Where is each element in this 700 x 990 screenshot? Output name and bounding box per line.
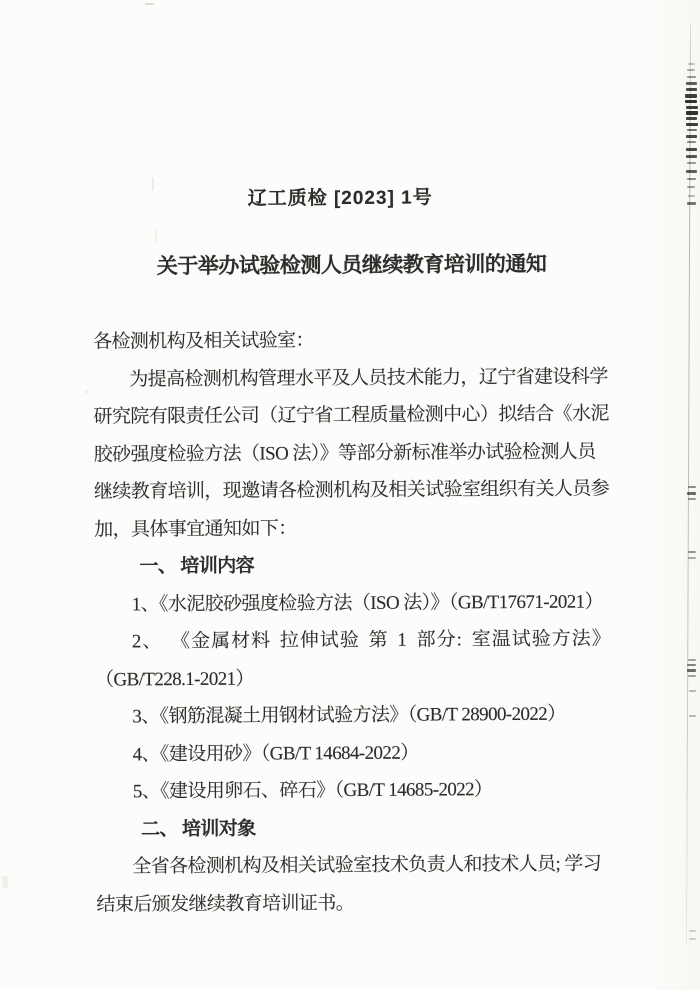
body-line: 研究院有限责任公司（辽宁省工程质量检测中心）拟结合《水泥 (93, 403, 609, 428)
scan-mark (687, 178, 696, 180)
section2-heading: 二、 培训对象 (140, 818, 256, 840)
list-item: 4、《建设用砂》（GB/T 14684-2022） (132, 742, 419, 765)
list-item-continuation: （GB/T228.1-2021） (95, 668, 254, 691)
list-item: 1、《水泥胶砂强度检验方法（ISO 法）》（GB/T17671-2021） (131, 590, 604, 615)
body-line: 加，具体事宜通知如下： (94, 517, 297, 541)
scan-mark (686, 88, 697, 91)
scan-mark (687, 76, 696, 78)
scan-mark (686, 123, 698, 126)
scan-mark (687, 202, 696, 205)
scan-smudge (145, 3, 154, 5)
scan-mark (686, 148, 697, 151)
scan-mark (687, 69, 695, 71)
scan-mark (687, 129, 697, 131)
body-line: 结束后颁发继续教育培训证书。 (96, 892, 355, 916)
salutation: 各检测机构及相关试验室： (92, 330, 314, 353)
scan-mark (686, 82, 697, 85)
scan-mark (688, 498, 696, 500)
body-line: 为提高检测机构管理水平及人员技术能力，辽宁省建设科学 (129, 365, 608, 390)
scan-mark (688, 486, 696, 488)
scan-mark (688, 659, 696, 661)
list-item: 5、《建设用卵石、碎石》（GB/T 14685-2022） (132, 779, 493, 803)
scan-mark (685, 100, 697, 103)
scan-mark (688, 195, 695, 197)
scan-mark (686, 106, 698, 109)
scan-mark (688, 551, 696, 553)
scan-mark (687, 162, 696, 164)
scan-mark (687, 141, 696, 143)
scan-mark (688, 675, 696, 677)
section1-heading: 一、 培训内容 (139, 555, 255, 578)
scan-mark (686, 117, 697, 120)
body-line: 胶砂强度检验方法（ISO 法）》等部分新标准举办试验检测人员 (93, 440, 596, 466)
scan-mark (687, 492, 696, 495)
scan-smudge (155, 229, 157, 242)
scan-mark (686, 135, 697, 138)
list-item: 2、 《金属材料 拉伸试验 第 1 部分: 室温试验方法》 (131, 628, 612, 653)
doc-number: 辽工质检 [2023] 1号 (247, 187, 433, 210)
scan-mark (688, 557, 696, 559)
scan-mark (686, 111, 698, 115)
scan-mark (689, 938, 696, 940)
scan-mark (689, 930, 696, 932)
scan-smudge (2, 876, 8, 888)
list-item: 3、《钢筋混凝土用钢材试验方法》（GB/T 28900-2022） (132, 703, 566, 728)
scan-mark (686, 155, 697, 158)
scan-mark (688, 63, 695, 65)
body-line: 全省各检测机构及相关试验室技术负责人和技术人员; 学习 (132, 853, 602, 878)
body-line: 继续教育培训，现邀请各检测机构及相关试验室组织有关人员参 (93, 478, 610, 503)
notice-body (93, 320, 637, 923)
scan-smudge (85, 390, 88, 393)
scan-mark (686, 170, 697, 173)
scan-mark (687, 186, 695, 188)
notice-title: 关于举办试验检测人员继续教育培训的通知 (156, 252, 547, 279)
scan-mark (689, 715, 696, 717)
scan-mark (687, 664, 696, 666)
scan-mark (685, 94, 697, 98)
scan-mark (689, 690, 696, 692)
scan-mark (687, 669, 696, 672)
scan-smudge (152, 177, 154, 191)
